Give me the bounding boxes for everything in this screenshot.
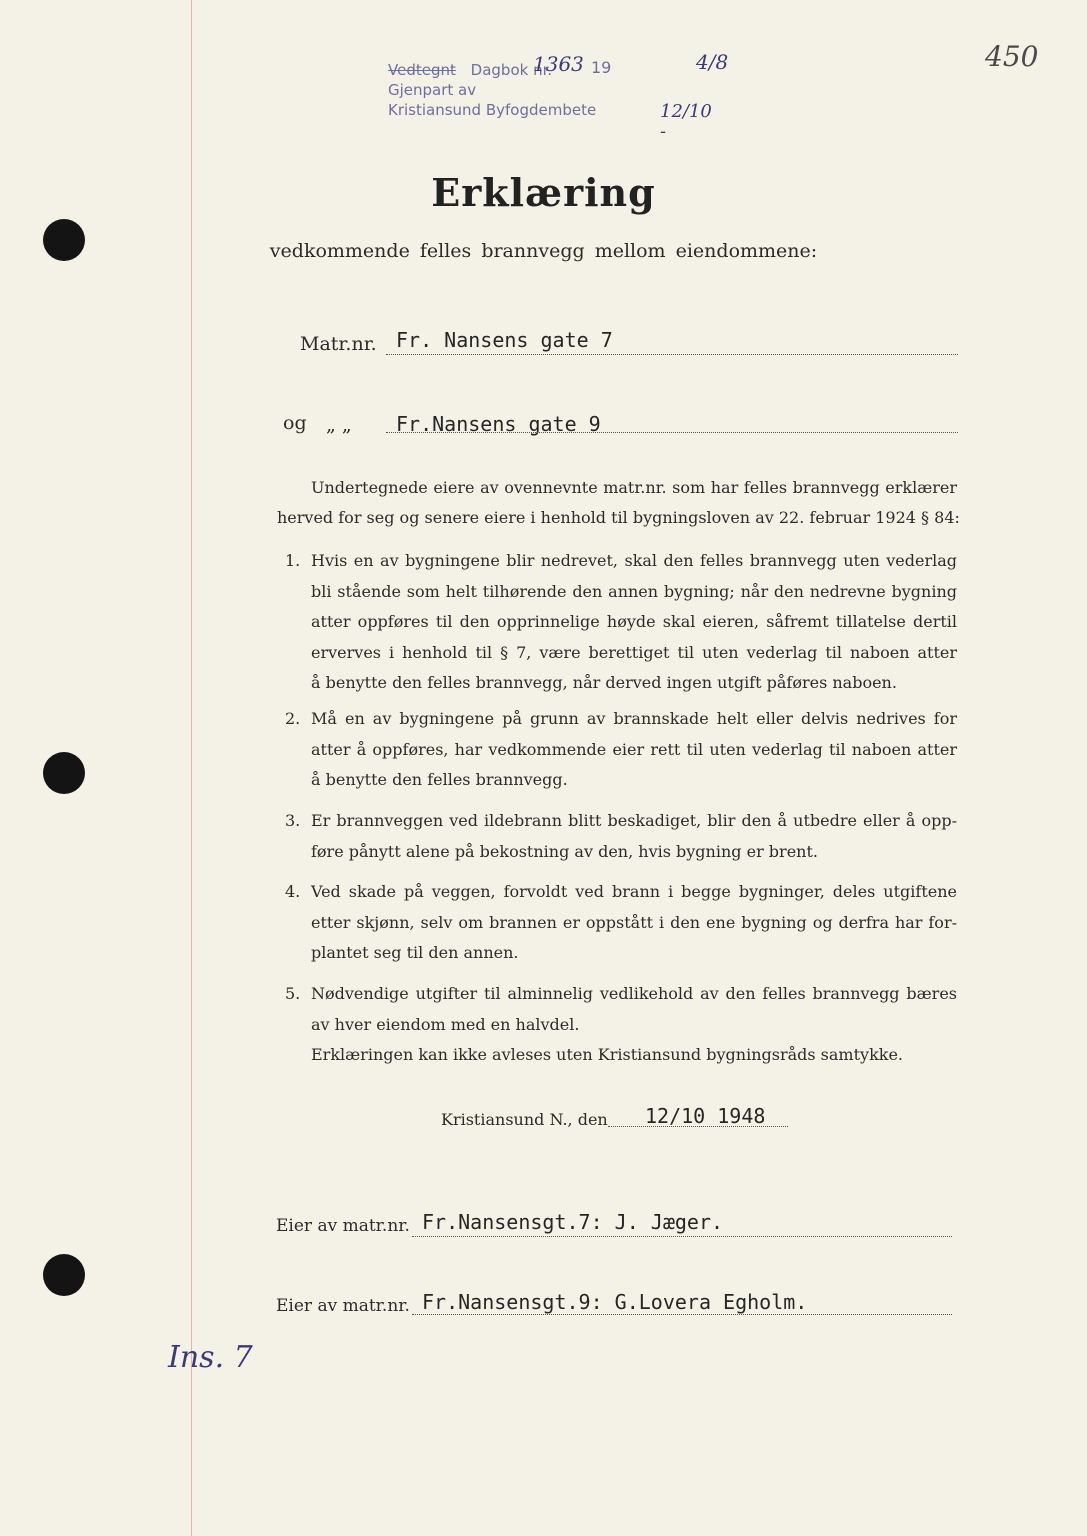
clause-line: bli stående som helt tilhørende den annen bygning; når den nedrevne bygning [311,581,957,601]
clause-line: å benytte den felles brannvegg, når derved ingen utgift påføres naboen. [311,673,897,692]
owner-2-dotted-line [412,1314,952,1315]
matr-value: Fr. Nansens gate 7 [396,328,613,352]
clause-number: 4. [285,882,301,901]
clause-line: Ved skade på veggen, forvoldt ved brann i begge bygninger, deles utgiftene [311,882,957,901]
clause-number: 2. [285,709,301,728]
stamp-year: 19 [591,58,612,77]
clause-line: å benytte den felles brannvegg. [311,770,568,789]
stamp-date: 4/8 [696,50,729,74]
clause-line: Erklæringen kan ikke avleses uten Kristiansund bygningsråds samtykke. [311,1045,904,1064]
owner-1-label: Eier av matr.nr. [276,1216,410,1236]
og-label: og [283,412,307,434]
clause-line: atter oppføres til den opprinnelige høyde skal eieren, såfremt tillatelse dertil [311,612,957,631]
matr-value-2: Fr.Nansens gate 9 [396,412,601,436]
clause-number: 3. [285,811,301,830]
intro-line-1: Undertegnede eiere av ovennevnte matr.nr. som har felles brannvegg erklærer [311,478,957,497]
stamp-line-3: Kristiansund Byfogdembete [388,101,597,119]
matr-dotted-line [386,354,958,355]
document-subtitle: vedkommende felles brannvegg mellom eiendommene: [269,240,818,262]
clause-line: erverves i henhold til § 7, være berettiget til uten vederlag til naboen atter [311,642,957,662]
clause-line: Hvis en av bygningene blir nedrevet, skal den felles brannvegg uten vederlag [311,551,957,570]
document-title: Erklæring [431,170,656,215]
place-date-value: 12/10 1948 [645,1104,766,1128]
clause-line: atter å oppføres, har vedkommende eier rett til uten vederlag til naboen atter [311,739,957,759]
clause-number: 5. [285,984,301,1003]
intro-line-2: herved for seg og senere eiere i henhold til bygningsloven av 22. februar 1924 § 84: [277,508,960,527]
page-number: 450 [985,40,1039,73]
clause-line: Er brannveggen ved ildebrann blitt beskadiget, blir den å utbedre eller å opp- [311,811,957,830]
owner-2-label: Eier av matr.nr. [276,1296,410,1316]
punch-hole [43,1254,85,1296]
clause-line: etter skjønn, selv om brannen er oppstått i den ene bygning og derfra har for- [311,912,957,932]
handwritten-initials: Ins. 7 [168,1340,253,1375]
place-date-label: Kristiansund N., den [441,1110,608,1129]
punch-hole [43,752,85,794]
stamp-struck-word: Vedtegnt [388,61,456,79]
owner-1-value: Fr.Nansensgt.7: J. Jæger. [422,1210,724,1234]
owner-1-dotted-line [412,1236,952,1237]
margin-rule [191,0,192,1536]
stamp-line-2: Gjenpart av [388,81,477,99]
ditto-marks: „ „ [326,414,352,436]
clause-number: 1. [285,551,301,570]
og-dotted-line [386,432,958,433]
stamp-dagbok-label: Dagbok nr. [470,61,553,79]
stamp-dagbok-number: 1363 [533,52,584,76]
owner-2-value: Fr.Nansensgt.9: G.Lovera Egholm. [422,1290,808,1314]
clause-line: plantet seg til den annen. [311,943,519,962]
clause-line: av hver eiendom med en halvdel. [311,1014,580,1034]
matr-label: Matr.nr. [300,333,377,355]
date-dotted-line [608,1126,788,1127]
clause-line: Nødvendige utgifter til alminnelig vedlikehold av den felles brannvegg bæres [311,984,957,1003]
stamp-date-2: 12/10 - [660,101,712,142]
clause-line: føre pånytt alene på bekostning av den, hvis bygning er brent. [311,841,818,861]
clause-line: Må en av bygningene på grunn av brannskade helt eller delvis nedrives for [311,709,957,728]
